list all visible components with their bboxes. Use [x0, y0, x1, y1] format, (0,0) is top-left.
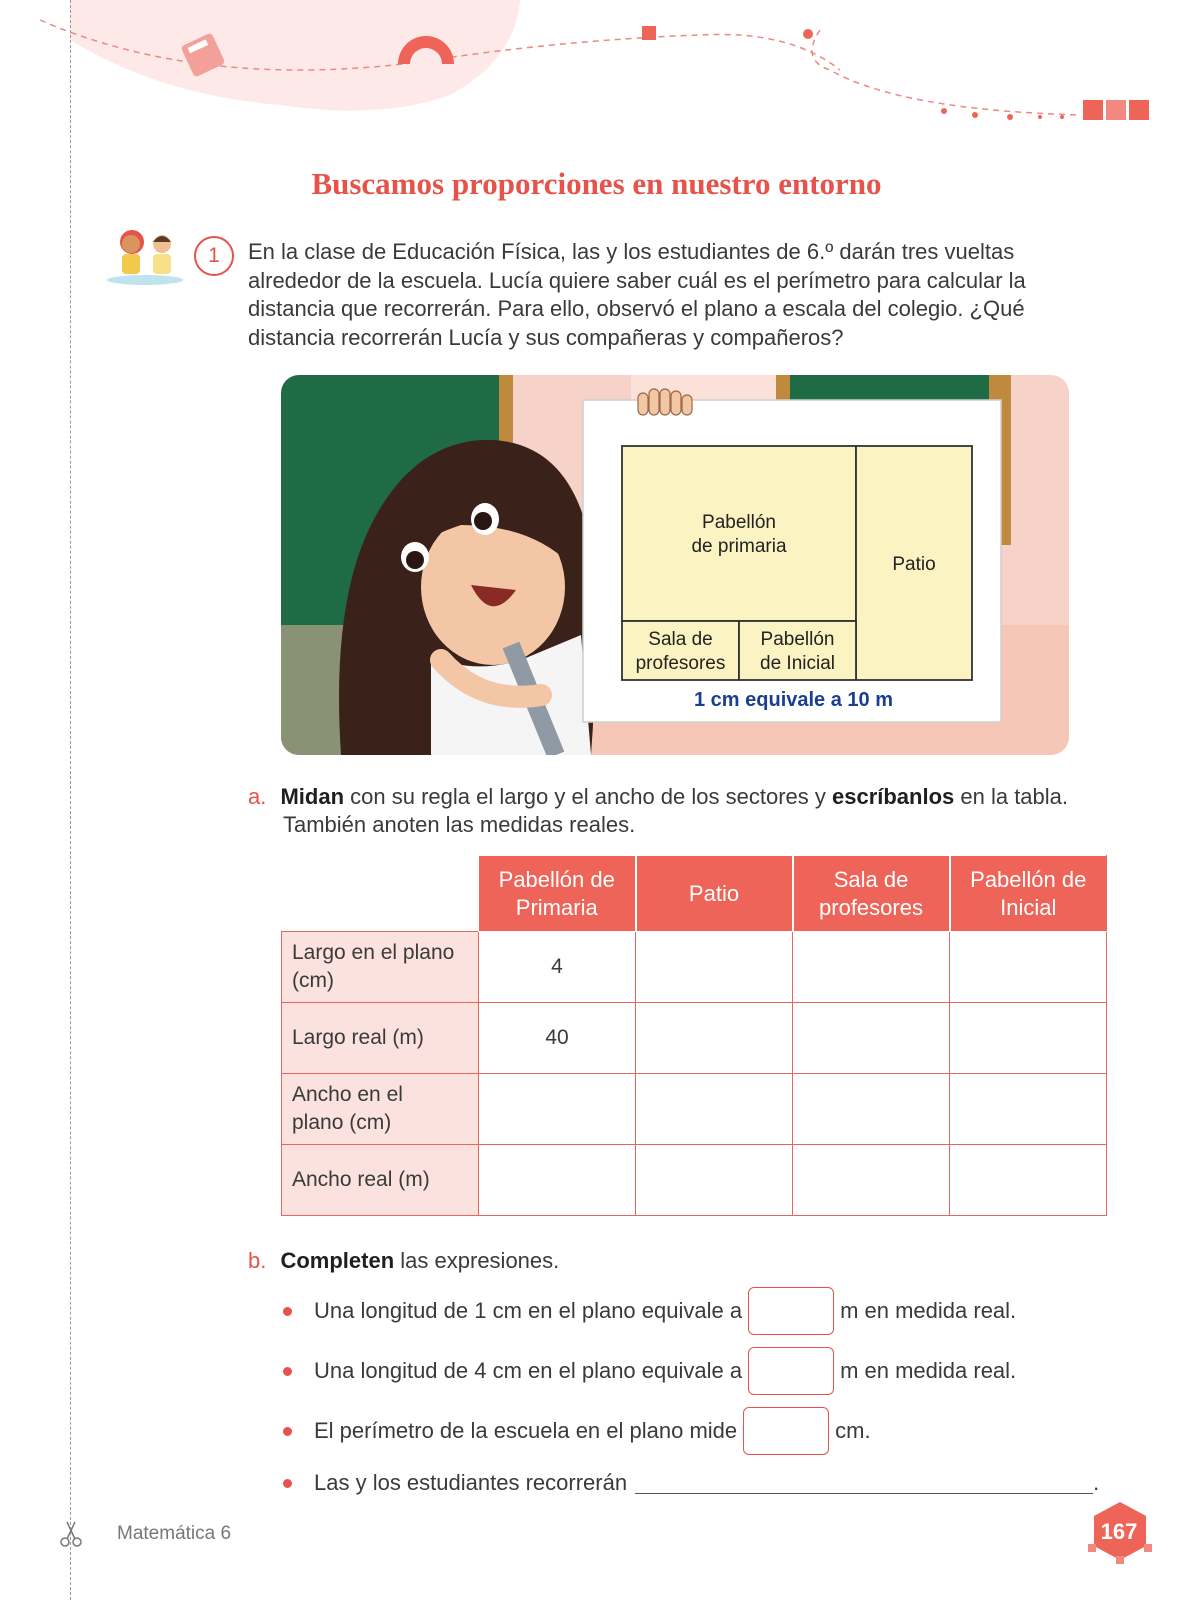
table-cell[interactable]: 4	[479, 932, 636, 1003]
header-line: Primaria	[515, 894, 598, 920]
expression-text: cm.	[835, 1418, 871, 1443]
table-cell[interactable]	[793, 1074, 950, 1145]
column-header-sala-profesores	[793, 856, 950, 932]
problem-number-badge: 1	[194, 236, 234, 276]
expression-text: El perímetro de la escuela en el plano mide	[314, 1418, 738, 1443]
measurements-table	[281, 855, 1107, 1216]
table-cell[interactable]	[636, 1145, 793, 1216]
plan-label-patio: Patio	[892, 554, 936, 575]
row-header-ancho-plano	[282, 1074, 479, 1145]
cubes-icon	[1083, 100, 1149, 120]
page-title: Buscamos proporciones en nuestro entorno	[311, 166, 882, 201]
answer-box[interactable]	[748, 1347, 834, 1395]
row-header-largo-real	[282, 1003, 479, 1074]
expression-item-2	[283, 1347, 1016, 1395]
table-cell[interactable]	[479, 1145, 636, 1216]
answer-box[interactable]	[743, 1407, 829, 1455]
row-header-line: (cm)	[292, 969, 334, 992]
scissors-icon	[58, 1520, 84, 1548]
plan-label-pabellon-primaria	[622, 511, 856, 559]
table-corner	[282, 856, 479, 932]
table-header-row	[282, 856, 1107, 932]
part-b-instruction	[248, 1247, 559, 1275]
expression-text: .	[1093, 1470, 1100, 1495]
table-row	[282, 932, 1107, 1003]
plan-label-line: Sala de	[648, 629, 713, 650]
expression-item-1	[283, 1287, 1016, 1335]
bullet-icon	[283, 1367, 292, 1376]
header-line: Inicial	[1000, 894, 1057, 920]
table-cell[interactable]	[793, 932, 950, 1003]
table-cell[interactable]	[636, 932, 793, 1003]
problem-line: distancia que recorrerán. Para ello, observó el plano a escala del colegio. ¿Qué	[248, 296, 1025, 321]
bullet-icon	[283, 1479, 292, 1488]
row-header-largo-plano	[282, 932, 479, 1003]
expression-text: m en medida real.	[840, 1298, 1017, 1323]
column-header-patio	[636, 856, 793, 932]
table-cell[interactable]	[636, 1074, 793, 1145]
expression-text: m en medida real.	[840, 1358, 1017, 1383]
part-a-line2: También anoten las medidas reales.	[283, 812, 636, 837]
table-row	[282, 1145, 1107, 1216]
column-header-pabellon-primaria	[479, 856, 636, 932]
plan-label-line: Pabellón	[760, 629, 835, 650]
table-cell[interactable]	[636, 1003, 793, 1074]
part-a-verb-escribanlos: escríbanlos	[831, 784, 955, 809]
table-cell[interactable]	[950, 1145, 1107, 1216]
table-row	[282, 1074, 1107, 1145]
part-a-text: con su regla el largo y el ancho de los sectores y	[344, 784, 832, 809]
table-cell[interactable]	[950, 932, 1107, 1003]
plan-label-line: Pabellón	[702, 512, 776, 533]
part-b-text: las expresiones.	[394, 1248, 560, 1273]
part-b-letter: b.	[248, 1248, 267, 1273]
header-decoration	[0, 0, 1193, 140]
header-line: Sala de	[833, 866, 909, 892]
part-a-letter: a.	[248, 784, 267, 809]
row-header-line: Ancho real (m)	[292, 1168, 430, 1191]
expression-item-3	[283, 1407, 871, 1455]
table-cell[interactable]	[950, 1074, 1107, 1145]
plan-label-pabellon-inicial	[739, 628, 856, 676]
plan-label-line: profesores	[635, 653, 726, 674]
school-plan-illustration	[281, 375, 1069, 755]
bullet-icon	[283, 1307, 292, 1316]
part-a-verb-midan: Midan	[280, 784, 345, 809]
row-header-line: plano (cm)	[292, 1111, 392, 1134]
column-header-pabellon-inicial	[950, 856, 1107, 932]
row-header-line: Largo en el plano	[292, 941, 455, 964]
header-line: profesores	[819, 894, 923, 920]
bullet-icon	[283, 1427, 292, 1436]
dot-icon	[803, 29, 813, 39]
page-number: 167	[1100, 1519, 1138, 1544]
cut-line	[70, 0, 71, 1600]
table-cell[interactable]	[950, 1003, 1107, 1074]
problem-statement	[248, 238, 1088, 352]
problem-line: En la clase de Educación Física, las y los estudiantes de 6.º darán tres vueltas	[248, 239, 1015, 264]
plan-label-line: de Inicial	[760, 653, 835, 674]
students-icon	[104, 224, 186, 286]
table-cell[interactable]	[793, 1145, 950, 1216]
table-cell[interactable]	[479, 1074, 636, 1145]
part-b-verb-completen: Completen	[280, 1248, 395, 1273]
answer-line[interactable]	[635, 1472, 1093, 1494]
header-line: Pabellón de	[970, 866, 1087, 892]
plan-label-sala-profesores	[622, 628, 739, 676]
plan-label-line: de primaria	[691, 536, 787, 557]
row-header-ancho-real	[282, 1145, 479, 1216]
table-cell[interactable]: 40	[479, 1003, 636, 1074]
header-line: Patio	[688, 880, 740, 906]
expression-text: Una longitud de 1 cm en el plano equivale a	[314, 1298, 743, 1323]
problem-line: distancia recorrerán Lucía y sus compañeras y compañeros?	[248, 324, 844, 350]
plan-scale: 1 cm equivale a 10 m	[694, 689, 894, 711]
cube-icon	[642, 26, 656, 40]
table-row	[282, 1003, 1107, 1074]
row-header-line: Largo real (m)	[292, 1026, 424, 1049]
part-a-instruction	[248, 783, 1108, 839]
expression-text: Las y los estudiantes recorrerán	[314, 1470, 628, 1495]
table-cell[interactable]	[793, 1003, 950, 1074]
row-header-line: Ancho en el	[292, 1083, 403, 1106]
expression-text: Una longitud de 4 cm en el plano equivale a	[314, 1358, 743, 1383]
answer-box[interactable]	[748, 1287, 834, 1335]
footer-book-title: Matemática 6	[117, 1523, 232, 1544]
header-line: Pabellón de	[498, 866, 615, 892]
expression-item-4	[283, 1468, 1099, 1498]
problem-line: alrededor de la escuela. Lucía quiere saber cuál es el perímetro para calcular la	[248, 267, 1026, 293]
part-a-text: en la tabla.	[954, 784, 1069, 809]
